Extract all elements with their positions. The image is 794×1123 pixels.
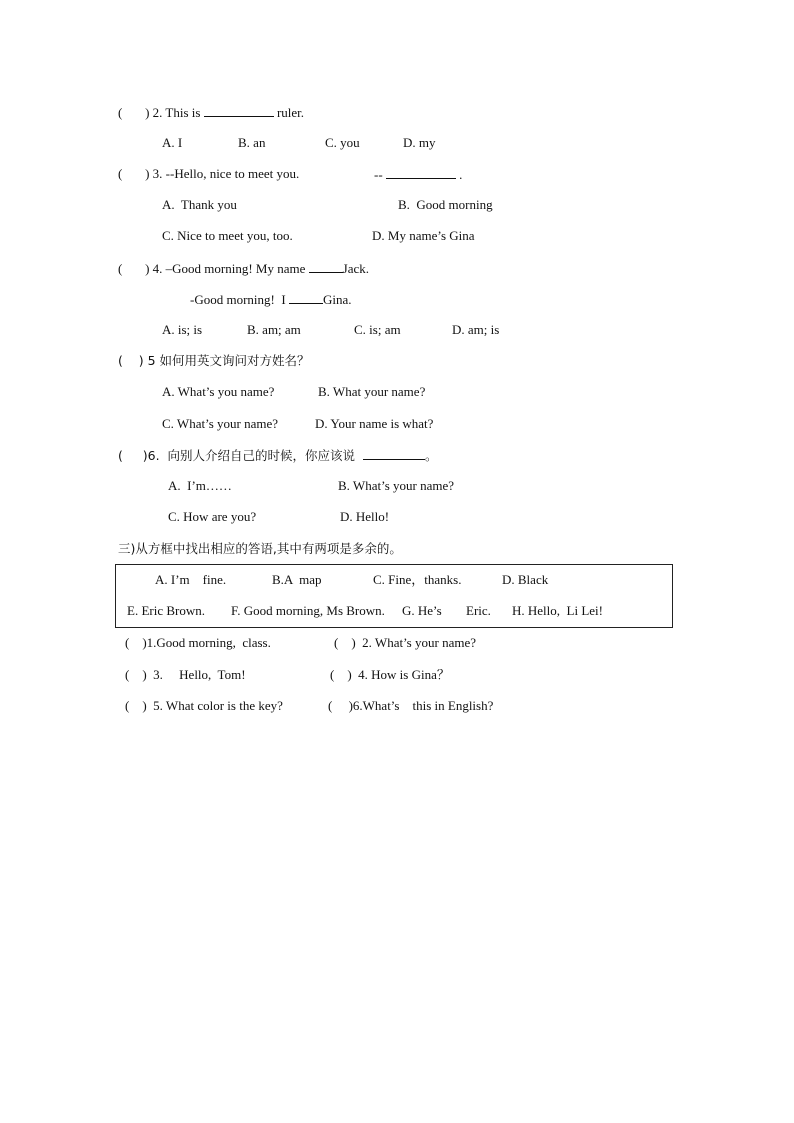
question-4-stem: [118, 260, 369, 277]
box-choice-a: A. I’m fine.: [155, 572, 227, 587]
option-d: D. My name’s Gina: [372, 228, 475, 243]
match-item-2: ( ) 2. What’s your name?: [334, 635, 476, 650]
option-d: D. Your name is what?: [315, 416, 434, 431]
question-4-text: ( ) 4. –Good morning! My name: [118, 261, 309, 276]
box-choice-c: C. Fine，thanks.: [373, 572, 462, 587]
option-c: C. What’s your name?: [162, 416, 279, 431]
question-6-text-end: 。: [424, 448, 438, 463]
box-choice-h: H. Hello, Li Lei!: [512, 603, 603, 618]
question-4-text-end: Jack.: [342, 261, 369, 276]
match-item-3: ( ) 3. Hello, Tom!: [125, 667, 246, 682]
option-d: D. am; is: [452, 322, 500, 337]
box-choice-g-cont: Eric.: [466, 603, 491, 618]
match-item-6: ( )6.What’s this in English?: [328, 698, 494, 713]
option-a: A. Thank you: [162, 197, 237, 212]
question-4-line2-text: -Good morning! I: [190, 292, 289, 307]
section-3-heading: 三)从方框中找出相应的答语,其中有两项是多余的。: [118, 541, 402, 556]
option-c: C. How are you?: [168, 509, 257, 524]
match-item-5: ( ) 5. What color is the key?: [125, 698, 283, 713]
option-b: B. What’s your name?: [338, 478, 455, 493]
question-5-stem: ( ) 5 如何用英文询问对方姓名？: [118, 353, 310, 368]
box-choice-g: G. He’s: [402, 603, 442, 618]
question-6-text: ( )6. 向别人介绍自己的时候，你应该说: [118, 448, 363, 463]
question-3-stem: ( ) 3. --Hello, nice to meet you.: [118, 166, 300, 181]
question-2-text-end: ruler.: [273, 105, 305, 120]
question-4-line2: [190, 291, 351, 308]
answer-blank[interactable]: [309, 260, 343, 273]
option-a: A. is; is: [162, 322, 203, 337]
question-4-line2-end: Gina.: [322, 292, 352, 307]
reply-end: .: [455, 167, 463, 182]
answer-blank[interactable]: [386, 166, 456, 179]
option-b: B. am; am: [247, 322, 301, 337]
question-2-stem: [118, 104, 304, 121]
option-a: A. What’s you name?: [162, 384, 275, 399]
answer-blank[interactable]: [289, 291, 323, 304]
option-a: A. I’m……: [168, 478, 232, 493]
reply-prefix: --: [374, 167, 386, 182]
box-choice-e: E. Eric Brown.: [127, 603, 205, 618]
question-3-reply: [374, 166, 462, 183]
question-6-stem: [118, 447, 437, 464]
match-item-1: ( )1.Good morning, class.: [125, 635, 271, 650]
option-c: C. you: [325, 135, 360, 150]
match-item-4: ( ) 4. How is Gina？: [330, 667, 450, 682]
answer-blank[interactable]: [204, 104, 274, 117]
answer-blank[interactable]: [363, 447, 425, 460]
option-c: C. is; am: [354, 322, 401, 337]
box-choice-d: D. Black: [502, 572, 549, 587]
option-d: D. my: [403, 135, 436, 150]
box-choice-b: B.A map: [272, 572, 322, 587]
option-c: C. Nice to meet you, too.: [162, 228, 293, 243]
option-a: A. I: [162, 135, 183, 150]
option-b: B. Good morning: [398, 197, 493, 212]
option-b: B. What your name?: [318, 384, 426, 399]
option-b: B. an: [238, 135, 266, 150]
question-2-text: ( ) 2. This is: [118, 105, 204, 120]
box-choice-f: F. Good morning, Ms Brown.: [231, 603, 385, 618]
option-d: D. Hello!: [340, 509, 390, 524]
